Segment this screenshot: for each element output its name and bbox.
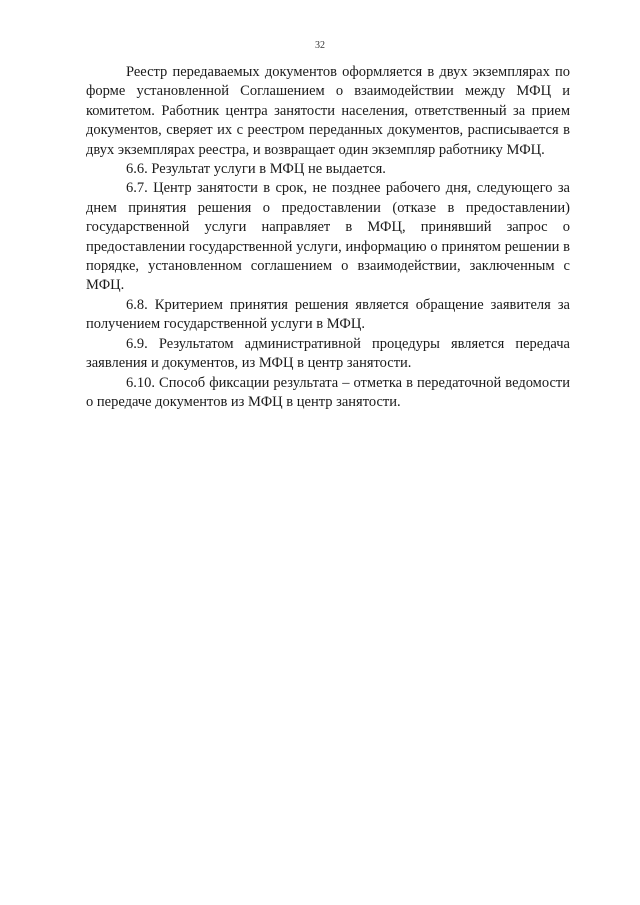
page-number: 32 xyxy=(315,40,325,51)
document-body xyxy=(86,63,570,412)
paragraph-6-6: 6.6. Результат услуги в МФЦ не выдается. xyxy=(126,161,386,178)
paragraph-registry: Реестр передаваемых документов оформляется в двух экземплярах по форме установленной Соглашением о взаимодействии между МФЦ и комитетом. Работник центра занятости населения, ответственный за прием документов, сверяет их с реестром переданных документов, расписывается в двух экземплярах реестра, и возвращает один экземпляр работнику МФЦ. xyxy=(86,64,570,158)
paragraph-6-10: 6.10. Способ фиксации результата – отметка в передаточной ведомости о передаче документов из МФЦ в центр занятости. xyxy=(86,374,570,410)
paragraph-6-8: 6.8. Критерием принятия решения является обращение заявителя за получением государственной услуги в МФЦ. xyxy=(86,296,570,333)
paragraph-6-7: 6.7. Центр занятости в срок, не позднее рабочего дня, следующего за днем принятия решения о предоставлении (отказе в предоставлении) государственной услуги направляет в МФЦ, принявший запрос о предоставлении государственной услуги, информацию о принятом решении в порядке, установленном соглашением о взаимодействии, заключенным с МФЦ. xyxy=(86,180,570,294)
paragraph-6-9: 6.9. Результатом административной процедуры является передача заявления и документов, из МФЦ в центр занятости. xyxy=(86,335,570,372)
